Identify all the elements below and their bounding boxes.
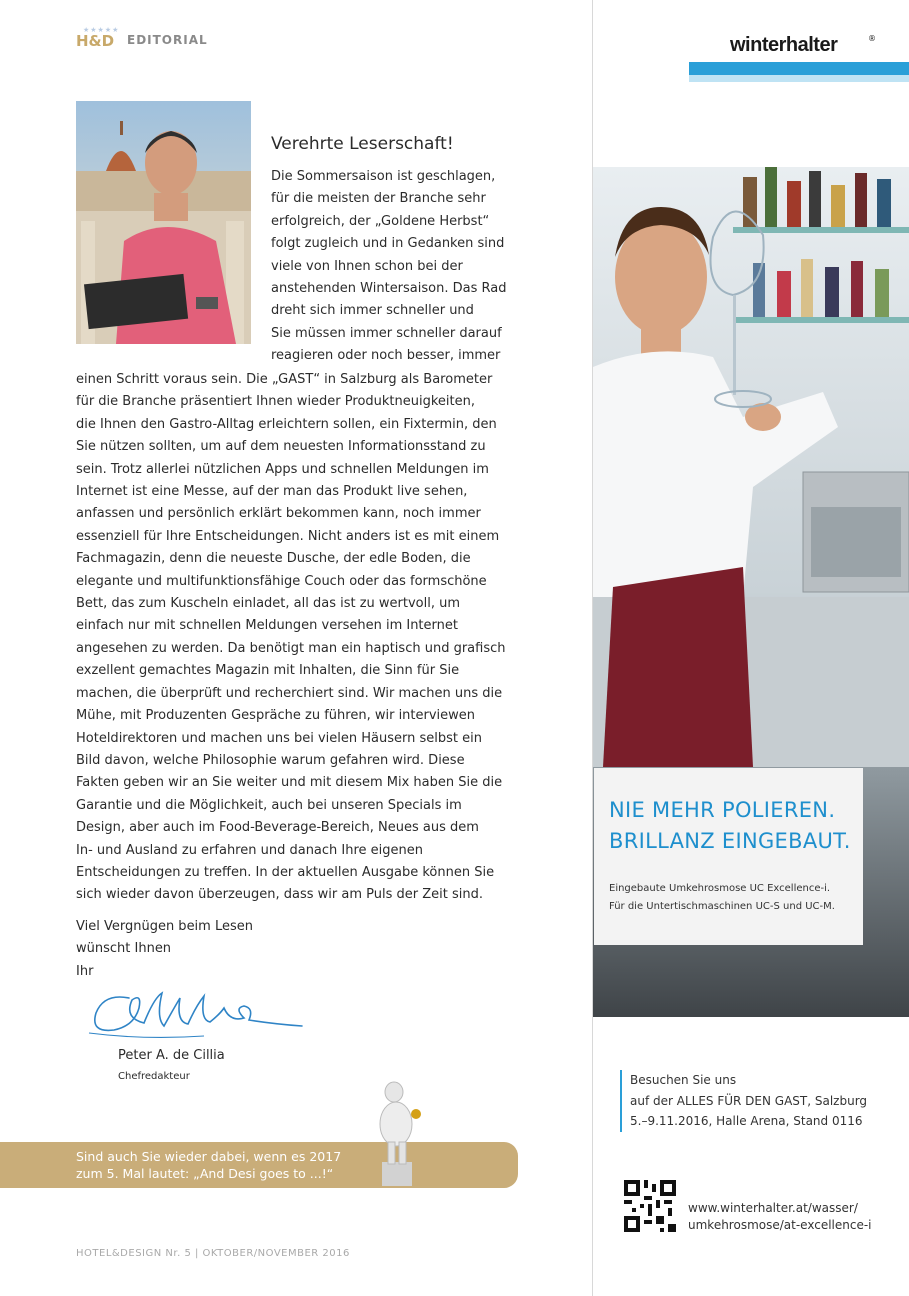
ad-url[interactable] <box>688 1200 872 1234</box>
registered-mark: ® <box>868 34 876 43</box>
author-photo <box>76 101 251 344</box>
text-line: für die Branche präsentiert Ihnen wieder Produktneuigkeiten, <box>76 394 476 410</box>
text-line: Sie müssen immer schneller darauf <box>271 325 502 341</box>
section-label: EDITORIAL <box>127 33 208 47</box>
text-line: Entscheidungen zu treffen. In der aktuellen Ausgabe können Sie <box>76 864 495 880</box>
magazine-logo <box>76 26 120 50</box>
qr-code[interactable] <box>624 1180 676 1232</box>
author-name: Peter A. de Cillia <box>118 1048 225 1063</box>
visit-line: 5.–9.11.2016, Halle Arena, Stand 0116 <box>630 1114 863 1128</box>
text-line: einen Schritt voraus sein. Die „GAST“ in Salzburg als Barometer <box>76 372 493 387</box>
closing-line: wünscht Ihnen <box>76 941 172 957</box>
url-line: umkehrosmose/at-excellence-i <box>688 1218 872 1232</box>
text-line: angesehen zu werden. Da benötigt man ein haptisch und grafisch <box>76 640 506 656</box>
brand-stripe <box>689 62 909 75</box>
article-body-top <box>271 166 517 368</box>
banner-line: Sind auch Sie wieder dabei, wenn es 2017 <box>76 1149 342 1164</box>
text-line: Internet ist eine Messe, auf der man das Produkt live sehen, <box>76 484 468 500</box>
text-line: exzellent gemachtes Magazin mit Inhalten, die Sinn für Sie <box>76 663 460 679</box>
text-line: sich wieder davon überzeugen, dass wir am Puls der Zeit sind. <box>76 887 483 903</box>
visit-line: auf der ALLES FÜR DEN GAST, Salzburg <box>630 1093 868 1108</box>
text-line: anstehenden Wintersaison. Das Rad <box>271 281 507 297</box>
visit-info <box>630 1070 867 1132</box>
ad-headline <box>609 795 851 857</box>
article-headline: Verehrte Leserschaft! <box>271 134 454 154</box>
text-line: Fachmagazin, denn die neueste Dusche, der edle Boden, die <box>76 551 471 567</box>
logo-text: H&D <box>76 32 115 50</box>
text-line: In- und Ausland zu erfahren und danach Ihre eigenen <box>76 842 424 858</box>
text-line: reagieren oder noch besser, immer <box>271 348 501 364</box>
signature-stroke <box>84 978 306 1048</box>
text-line: für die meisten der Branche sehr <box>271 191 486 207</box>
text-line: Garantie und die Möglichkeit, auch bei unseren Specials im <box>76 797 462 813</box>
text-line: Sie nützen sollten, um auf dem neuesten Informationsstand zu <box>76 439 486 455</box>
ad-sub-line: Für die Untertischmaschinen UC-S und UC-M. <box>609 901 835 912</box>
text-line: sein. Trotz allerlei nützlichen Apps und schnellen Meldungen im <box>76 461 489 477</box>
page-footer: HOTEL&DESIGN Nr. 5 | OKTOBER/NOVEMBER 2016 <box>76 1248 350 1259</box>
closing-line: Ihr <box>76 963 94 979</box>
promo-banner-text <box>76 1148 376 1182</box>
text-line: anfassen und persönlich erklärt bekommen kann, noch immer <box>76 506 481 522</box>
text-line: elegante und multifunktionsfähige Couch oder das formschöne <box>76 573 487 589</box>
signature <box>84 978 306 1048</box>
author-photo-illustration <box>76 101 251 344</box>
text-line: dreht sich immer schneller und <box>271 303 474 319</box>
visit-line: Besuchen Sie uns <box>630 1073 737 1087</box>
text-line: viele von Ihnen schon bei der <box>271 258 463 274</box>
brand-stripe-light <box>689 75 909 82</box>
article-body-main <box>76 369 522 907</box>
text-line: essenziell für Ihre Entscheidungen. Nicht anders ist es mit einem <box>76 528 500 544</box>
text-line: erfolgreich, der „Goldene Herbst“ <box>271 213 490 229</box>
text-line: Die Sommersaison ist geschlagen, <box>271 169 496 184</box>
trophy-figure <box>366 1074 428 1186</box>
closing-line: Viel Vergnügen beim Lesen <box>76 919 253 934</box>
brand-logo: winterhalter <box>730 34 838 56</box>
text-line: machen, die überprüft und recherchiert sind. Wir machen uns die <box>76 685 503 701</box>
url-line: www.winterhalter.at/wasser/ <box>688 1201 858 1215</box>
ad-headline-line: NIE MEHR POLIEREN. <box>609 798 836 822</box>
visit-accent-bar <box>620 1070 622 1132</box>
trophy-icon <box>366 1074 428 1186</box>
text-line: folgt zugleich und in Gedanken sind <box>271 236 505 252</box>
qr-code-icon <box>624 1180 676 1232</box>
logo-stars-icon: ★★★★★ <box>83 26 120 34</box>
text-line: Fakten geben wir an Sie weiter und mit diesem Mix haben Sie die <box>76 775 503 791</box>
text-line: Bild davon, welche Philosophie warum gefahren wird. Diese <box>76 752 465 768</box>
text-line: einfach nur mit schnellen Meldungen versehen im Internet <box>76 618 458 634</box>
author-role: Chefredakteur <box>118 1071 190 1082</box>
text-line: Hoteldirektoren und machen uns bei vielen Häusern selbst ein <box>76 730 483 746</box>
text-line: Design, aber auch im Food-Beverage-Bereich, Neues aus dem <box>76 820 479 836</box>
text-line: Mühe, mit Produzenten Gespräche zu führen, wir interviewen <box>76 708 476 724</box>
ad-sub-line: Eingebaute Umkehrosmose UC Excellence-i. <box>609 883 831 894</box>
ad-headline-line: BRILLANZ EINGEBAUT. <box>609 829 851 853</box>
banner-line: zum 5. Mal lautet: „And Desi goes to ...!“ <box>76 1166 334 1181</box>
article-closing <box>76 916 253 983</box>
text-line: die Ihnen den Gastro-Alltag erleichtern sollen, ein Fixtermin, den <box>76 416 497 432</box>
ad-subtext <box>609 880 835 916</box>
text-line: Bett, das zum Kuscheln einladet, all das ist zu wertvoll, um <box>76 596 461 612</box>
